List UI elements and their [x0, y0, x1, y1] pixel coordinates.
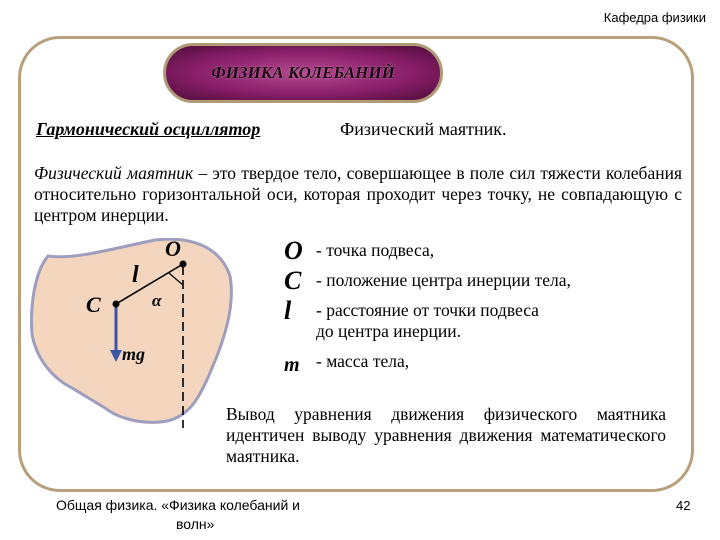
label-mg: mg — [122, 344, 146, 364]
legend-text-m: - масса тела, — [316, 351, 410, 371]
legend-text-c: - положение центра инерции тела, — [316, 270, 571, 290]
slide-title-badge — [163, 43, 443, 103]
legend-symbol-o: O — [284, 236, 303, 265]
suspension-point — [180, 261, 187, 268]
subtitle-harmonic-oscillator: Гармонический осциллятор — [36, 119, 261, 139]
label-l: l — [132, 262, 139, 288]
legend-text-l-block — [316, 300, 539, 342]
footer-course-line2: волн» — [176, 516, 215, 532]
label-C: C — [86, 292, 101, 317]
definition-paragraph — [34, 163, 682, 226]
center-of-inertia-point — [113, 301, 120, 308]
legend-symbol-l: l — [284, 296, 292, 325]
footer-course-line1: Общая физика. «Физика колебаний и — [56, 497, 300, 513]
department-label: Кафедра физики — [603, 10, 706, 25]
legend-symbol-m: m — [284, 354, 300, 376]
definition-term: Физический маятник — [34, 163, 194, 183]
slide-title: ФИЗИКА КОЛЕБАНИЙ — [211, 63, 395, 82]
legend-symbol-c: C — [284, 266, 302, 295]
legend-text-l-cont: до центра инерции. — [316, 321, 461, 341]
legend-item-l — [284, 296, 539, 342]
label-O: O — [165, 238, 181, 261]
legend-item-o — [284, 236, 435, 265]
legend-text-l: - расстояние от точки подвеса — [316, 300, 539, 320]
legend-item-m — [284, 351, 409, 379]
label-alpha: α — [152, 291, 162, 310]
legend-text-o: - точка подвеса, — [316, 240, 435, 260]
pendulum-diagram — [30, 238, 240, 428]
subtitle-physical-pendulum: Физический маятник. — [340, 119, 507, 139]
conclusion-paragraph: Вывод уравнения движения физического маятника идентичен выводу уравнения движения математического маятника. — [226, 404, 666, 466]
page-number: 42 — [676, 498, 691, 513]
footer-course-title — [56, 496, 356, 534]
legend-item-c — [284, 266, 571, 295]
definition-text: – это твердое тело, совершающее в поле сил тяжести колебания относительно горизонтальной оси, которая проходит через точку, не совпадающую с центром инерции. — [34, 163, 682, 225]
